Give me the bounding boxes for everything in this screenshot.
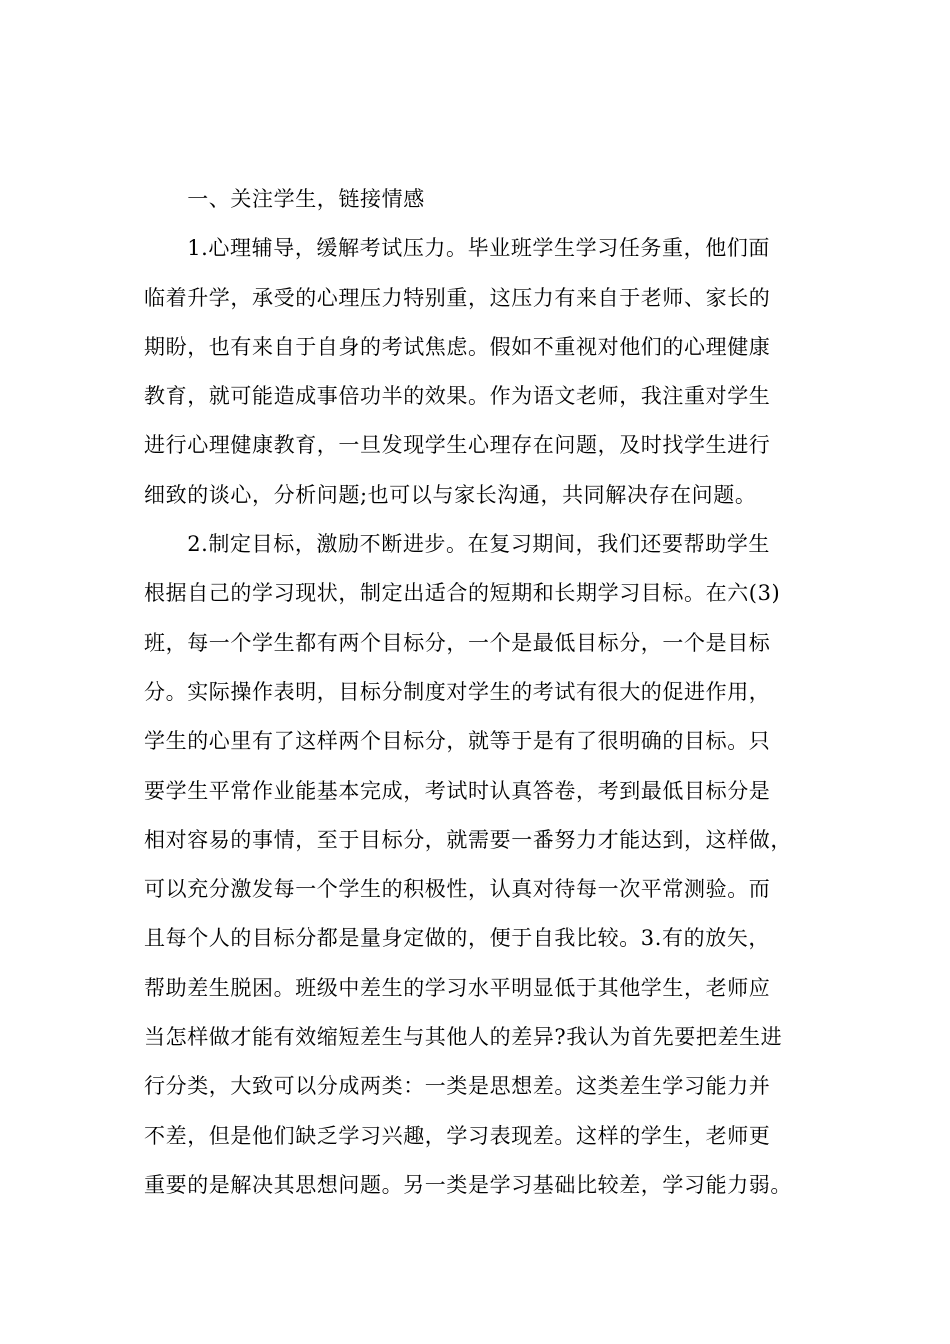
text-line: 2.制定目标，激励不断进步。在复习期间，我们还要帮助学生: [144, 532, 771, 557]
text-line: 教育，就可能造成事倍功半的效果。作为语文老师，我注重对学生: [144, 384, 771, 409]
text-line: 根据自己的学习现状，制定出适合的短期和长期学习目标。在六(3): [144, 581, 781, 606]
text-line: 1.心理辅导，缓解考试压力。毕业班学生学习任务重，他们面: [144, 236, 771, 261]
text-line: 进行心理健康教育，一旦发现学生心理存在问题，及时找学生进行: [144, 433, 771, 458]
text-line: 且每个人的目标分都是量身定做的，便于自我比较。3.有的放矢，: [144, 926, 771, 951]
text-line: 不差，但是他们缺乏学习兴趣，学习表现差。这样的学生，老师更: [144, 1123, 771, 1148]
text-line: 重要的是解决其思想问题。另一类是学习基础比较差，学习能力弱。: [144, 1172, 792, 1197]
text-line: 行分类，大致可以分成两类：一类是思想差。这类差生学习能力并: [144, 1074, 771, 1099]
text-line: 帮助差生脱困。班级中差生的学习水平明显低于其他学生，老师应: [144, 975, 771, 1000]
section-heading: 一、关注学生，链接情感: [144, 187, 425, 211]
text-line: 细致的谈心，分析问题;也可以与家长沟通，共同解决存在问题。: [144, 482, 757, 507]
text-line: 相对容易的事情，至于目标分，就需要一番努力才能达到，这样做，: [144, 827, 792, 852]
text-line: 学生的心里有了这样两个目标分，就等于是有了很明确的目标。只: [144, 729, 771, 754]
text-line: 期盼，也有来自于自身的考试焦虑。假如不重视对他们的心理健康: [144, 334, 771, 359]
text-line: 临着升学，承受的心理压力特别重，这压力有来自于老师、家长的: [144, 285, 771, 310]
text-line: 班，每一个学生都有两个目标分，一个是最低目标分，一个是目标: [144, 630, 771, 655]
document-body: [144, 175, 824, 1210]
text-line: 当怎样做才能有效缩短差生与其他人的差异?我认为首先要把差生进: [144, 1025, 783, 1050]
text-line: 要学生平常作业能基本完成，考试时认真答卷，考到最低目标分是: [144, 778, 771, 803]
text-line: 分。实际操作表明，目标分制度对学生的考试有很大的促进作用，: [144, 679, 771, 704]
text-line: 可以充分激发每一个学生的积极性，认真对待每一次平常测验。而: [144, 877, 771, 902]
